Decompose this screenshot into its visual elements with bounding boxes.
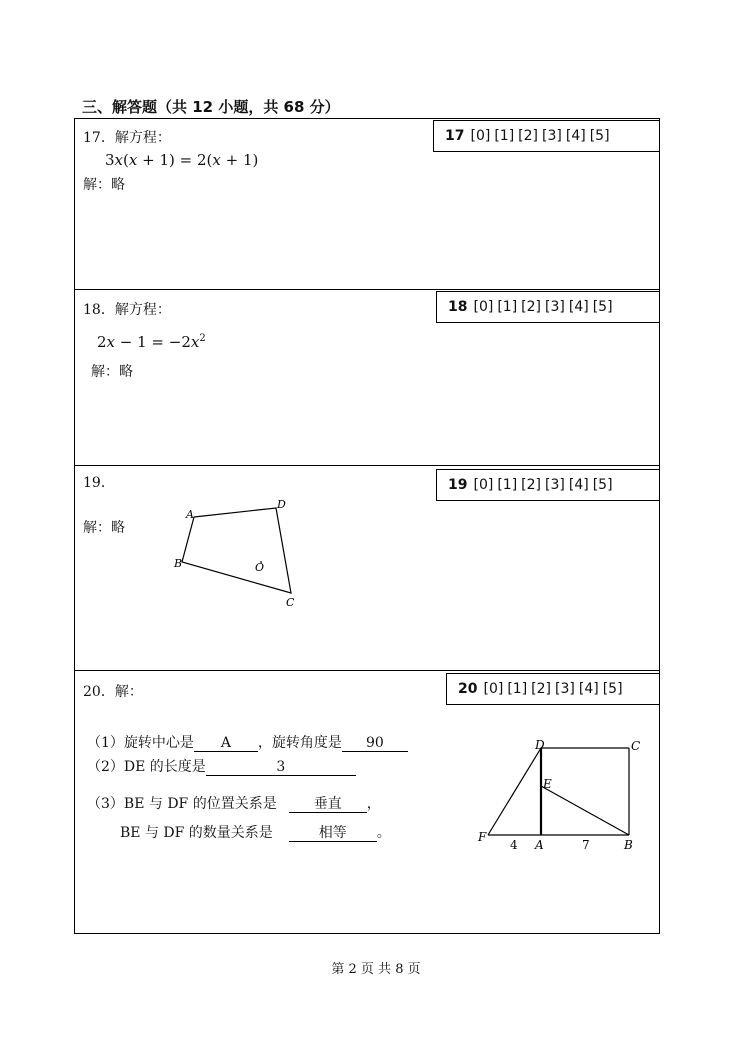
fig-label-F: F: [478, 830, 487, 844]
fig-label-E: E: [543, 777, 552, 791]
question-20-prompt: 20．解：: [83, 684, 143, 700]
fig-label-A: A: [535, 838, 544, 852]
question-17-box: [74, 118, 660, 290]
fig-label-C: C: [631, 739, 641, 753]
answer-de-length[interactable]: 3: [206, 759, 356, 776]
fig-label-D: D: [535, 738, 545, 752]
answer-quantity-relation[interactable]: 相等: [289, 825, 377, 842]
score-option-0[interactable]: [0]: [473, 299, 494, 315]
score-option-2[interactable]: [2]: [531, 681, 552, 697]
score-box-18: [436, 291, 660, 323]
score-option-3[interactable]: [3]: [545, 299, 565, 315]
question-18-equation: $2x - 1 = -2x^2$: [97, 333, 206, 351]
part-3-label: （3）BE 与 DF 的位置关系是: [87, 796, 277, 812]
question-17-prompt: 17．解方程：: [83, 130, 171, 146]
score-option-0[interactable]: [0]: [483, 681, 504, 697]
score-option-5[interactable]: [5]: [592, 299, 613, 315]
score-option-5[interactable]: [5]: [602, 681, 623, 697]
fig-length-AB: 7: [582, 838, 590, 852]
score-option-0[interactable]: [0]: [470, 128, 491, 144]
score-option-3[interactable]: [3]: [545, 477, 565, 493]
label-C: C: [286, 596, 295, 609]
label-B: B: [174, 557, 183, 570]
label-A: A: [186, 508, 194, 521]
score-box-17: [433, 120, 660, 152]
question-19-box: [74, 465, 660, 671]
part-4-line: BE 与 DF 的数量关系是 相等 。: [120, 825, 391, 841]
answer-position-relation[interactable]: 垂直: [289, 796, 367, 813]
score-question-number: 17: [445, 128, 465, 144]
question-18-solution: 解：略: [91, 364, 133, 380]
part-1-mid: ，旋转角度是: [257, 735, 342, 751]
section-title: 三、解答题（共 12 小题，共 68 分）: [82, 98, 340, 116]
score-option-1[interactable]: [1]: [497, 299, 518, 315]
score-question-number: 19: [448, 477, 468, 493]
score-option-4[interactable]: [4]: [568, 299, 589, 315]
quadrilateral-figure: [170, 496, 310, 611]
label-D: D: [277, 498, 286, 511]
score-option-4[interactable]: [4]: [565, 128, 586, 144]
part-1-line: [87, 732, 408, 752]
score-question-number: 20: [458, 681, 478, 697]
fig-label-B: B: [624, 838, 633, 852]
score-option-5[interactable]: [5]: [589, 128, 610, 144]
question-17-equation: 3x(x + 1) = 2(x + 1): [105, 151, 259, 169]
question-19-solution: 解：略: [83, 520, 125, 536]
score-box-19: [436, 469, 660, 501]
score-box-20: [446, 673, 660, 705]
score-option-2[interactable]: [2]: [521, 477, 542, 493]
fig-length-FA: 4: [510, 838, 518, 852]
page-footer: 第 2 页 共 8 页: [331, 962, 421, 977]
score-option-4[interactable]: [4]: [578, 681, 599, 697]
score-option-2[interactable]: [2]: [521, 299, 542, 315]
score-option-4[interactable]: [4]: [568, 477, 589, 493]
label-O: O: [255, 561, 265, 574]
score-option-1[interactable]: [1]: [507, 681, 528, 697]
part-4-label: BE 与 DF 的数量关系是: [120, 825, 273, 841]
part-1-label: （1）旋转中心是: [87, 735, 194, 751]
score-option-3[interactable]: [3]: [542, 128, 562, 144]
score-question-number: 18: [448, 299, 468, 315]
rotation-figure: [473, 733, 653, 858]
score-option-3[interactable]: [3]: [555, 681, 575, 697]
part-2-label: （2）DE 的长度是: [87, 759, 206, 775]
part-2-line: [87, 756, 356, 776]
part-3-line: （3）BE 与 DF 的位置关系是 垂直 ，: [87, 796, 381, 812]
score-option-5[interactable]: [5]: [592, 477, 613, 493]
score-option-1[interactable]: [1]: [494, 128, 515, 144]
question-20-box: [74, 670, 660, 934]
question-17-solution: 解：略: [83, 177, 125, 193]
score-option-2[interactable]: [2]: [518, 128, 539, 144]
question-18-box: [74, 289, 660, 466]
score-option-1[interactable]: [1]: [497, 477, 518, 493]
score-option-0[interactable]: [0]: [473, 477, 494, 493]
question-19-prompt: 19．: [83, 475, 115, 491]
answer-rotation-angle[interactable]: 90: [342, 735, 408, 752]
answer-rotation-center[interactable]: A: [194, 735, 258, 752]
question-18-prompt: 18．解方程：: [83, 302, 171, 318]
